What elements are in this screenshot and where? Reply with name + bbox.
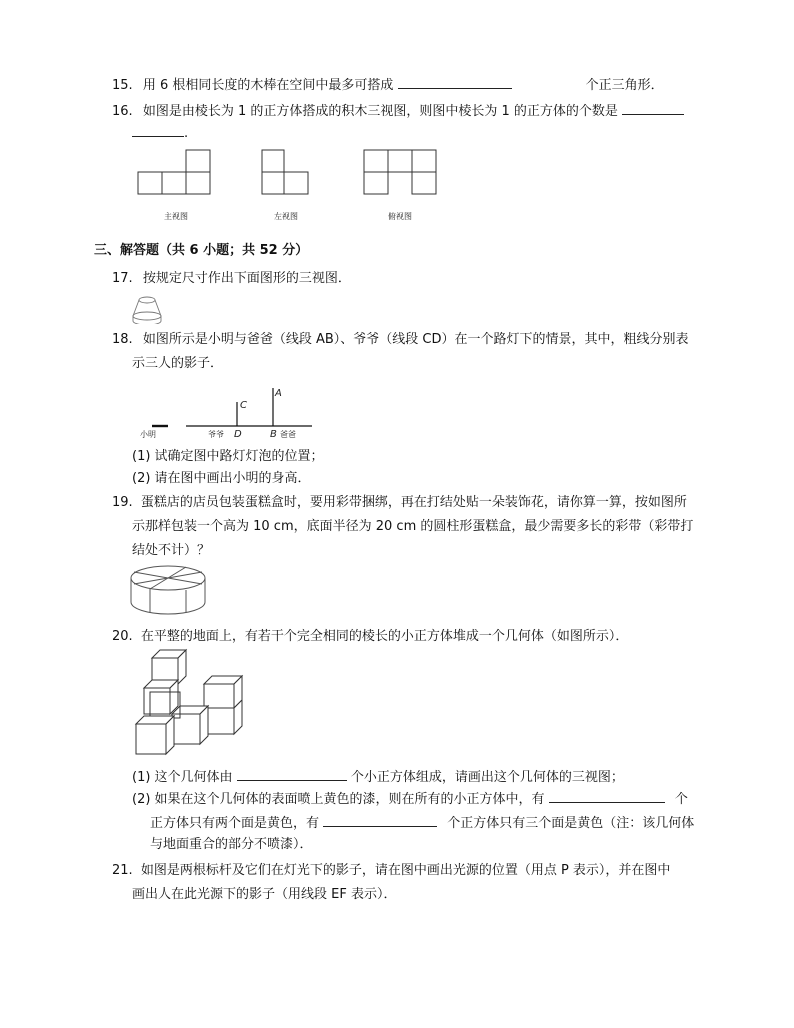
question-text-tail: 个正三角形． bbox=[585, 78, 664, 93]
question-17 bbox=[112, 270, 351, 288]
question-number: 19. bbox=[112, 495, 133, 510]
question-text: 在平整的地面上，有若干个完全相同的棱长的小正方体堆成一个几何体（如图所示）． bbox=[140, 629, 629, 644]
sub2-text-tail: 个 bbox=[674, 792, 688, 807]
frustum-figure bbox=[130, 294, 164, 324]
question-number: 15. bbox=[112, 78, 133, 93]
question-21-cont: 画出人在此光源下的影子（用线段 EF 表示）． bbox=[132, 887, 397, 902]
label-xiaoming: 小明 bbox=[140, 430, 156, 439]
question-20-sub1 bbox=[132, 766, 624, 787]
cube-stack-figure bbox=[130, 648, 244, 756]
top-view bbox=[364, 150, 436, 194]
question-19-cont2: 结处不计）？ bbox=[132, 543, 211, 558]
sub1-text-tail: 个小正方体组成，请画出这个几何体的三视图； bbox=[350, 770, 624, 785]
question-20 bbox=[112, 628, 628, 646]
question-text: 如图是由棱长为 1 的正方体搭成的积木三视图，则图中棱长为 1 的正方体的个数是 bbox=[142, 104, 618, 119]
question-20-sub2-end: 与地面重合的部分不喷漆）． bbox=[150, 837, 313, 852]
street-lamp-figure bbox=[130, 384, 330, 442]
front-view bbox=[138, 150, 210, 194]
question-number: 16. bbox=[112, 104, 133, 119]
answer-blank-three-faces[interactable] bbox=[323, 812, 437, 827]
question-number: 18. bbox=[112, 332, 133, 347]
label-yeye: 爷爷 bbox=[208, 430, 224, 439]
cake-box-figure bbox=[128, 562, 210, 620]
question-16-cont bbox=[132, 122, 188, 143]
label-c: C bbox=[240, 400, 247, 411]
question-18-sub1: (1) 试确定图中路灯灯泡的位置； bbox=[132, 449, 324, 464]
question-15 bbox=[112, 74, 664, 95]
answer-blank-two-faces[interactable] bbox=[549, 788, 665, 803]
answer-blank[interactable] bbox=[398, 74, 512, 89]
question-text: 如图所示是小明与爸爸（线段 AB）、爷爷（线段 CD）在一个路灯下的情景，其中，粗线分别表 bbox=[142, 332, 689, 347]
question-number: 20. bbox=[112, 629, 133, 644]
label-d: D bbox=[234, 429, 242, 440]
label-b: B bbox=[270, 429, 277, 440]
question-19-cont1: 示那样包装一个高为 10 cm，底面半径为 20 cm 的圆柱形蛋糕盒，最少需要多长的彩带（彩带打 bbox=[132, 519, 694, 534]
left-view bbox=[262, 150, 308, 194]
question-18-sub2: (2) 请在图中画出小明的身高． bbox=[132, 471, 311, 486]
section-heading: 三、解答题（共 6 小题；共 52 分） bbox=[94, 243, 309, 258]
question-19 bbox=[112, 494, 687, 512]
question-number: 17. bbox=[112, 271, 133, 286]
label-baba: 爸爸 bbox=[280, 430, 296, 439]
answer-blank-count[interactable] bbox=[237, 766, 347, 781]
period: . bbox=[184, 126, 189, 141]
question-16 bbox=[112, 100, 684, 121]
question-20-sub2 bbox=[132, 788, 688, 809]
question-21 bbox=[112, 862, 670, 880]
answer-blank[interactable] bbox=[622, 100, 684, 115]
left-view-label: 左视图 bbox=[274, 212, 298, 221]
label-a: A bbox=[275, 388, 282, 399]
sub2-text: (2) 如果在这个几何体的表面喷上黄色的漆，则在所有的小正方体中，有 bbox=[132, 792, 545, 807]
sub2-text-cont-tail: 个正方体只有三个面是黄色（注：该几何体 bbox=[447, 816, 695, 831]
question-text: 蛋糕店的店员包装蛋糕盒时，要用彩带捆绑，再在打结处贴一朵装饰花，请你算一算，按如图所 bbox=[140, 495, 687, 510]
question-18 bbox=[112, 331, 689, 349]
question-18-cont: 示三人的影子． bbox=[132, 356, 224, 371]
question-number: 21. bbox=[112, 863, 133, 878]
sub2-text-cont: 正方体只有两个面是黄色，有 bbox=[150, 816, 320, 831]
answer-blank-cont[interactable] bbox=[132, 122, 184, 137]
front-view-label: 主视图 bbox=[164, 212, 188, 221]
three-views-figure bbox=[130, 148, 450, 226]
question-20-sub2-cont bbox=[150, 812, 694, 833]
question-text: 如图是两根标杆及它们在灯光下的影子，请在图中画出光源的位置（用点 P 表示），并在图中 bbox=[140, 863, 671, 878]
question-text: 用 6 根相同长度的木棒在空间中最多可搭成 bbox=[142, 78, 394, 93]
top-view-label: 俯视图 bbox=[388, 212, 412, 221]
sub1-text: (1) 这个几何体由 bbox=[132, 770, 233, 785]
question-text: 按规定尺寸作出下面图形的三视图． bbox=[142, 271, 351, 286]
